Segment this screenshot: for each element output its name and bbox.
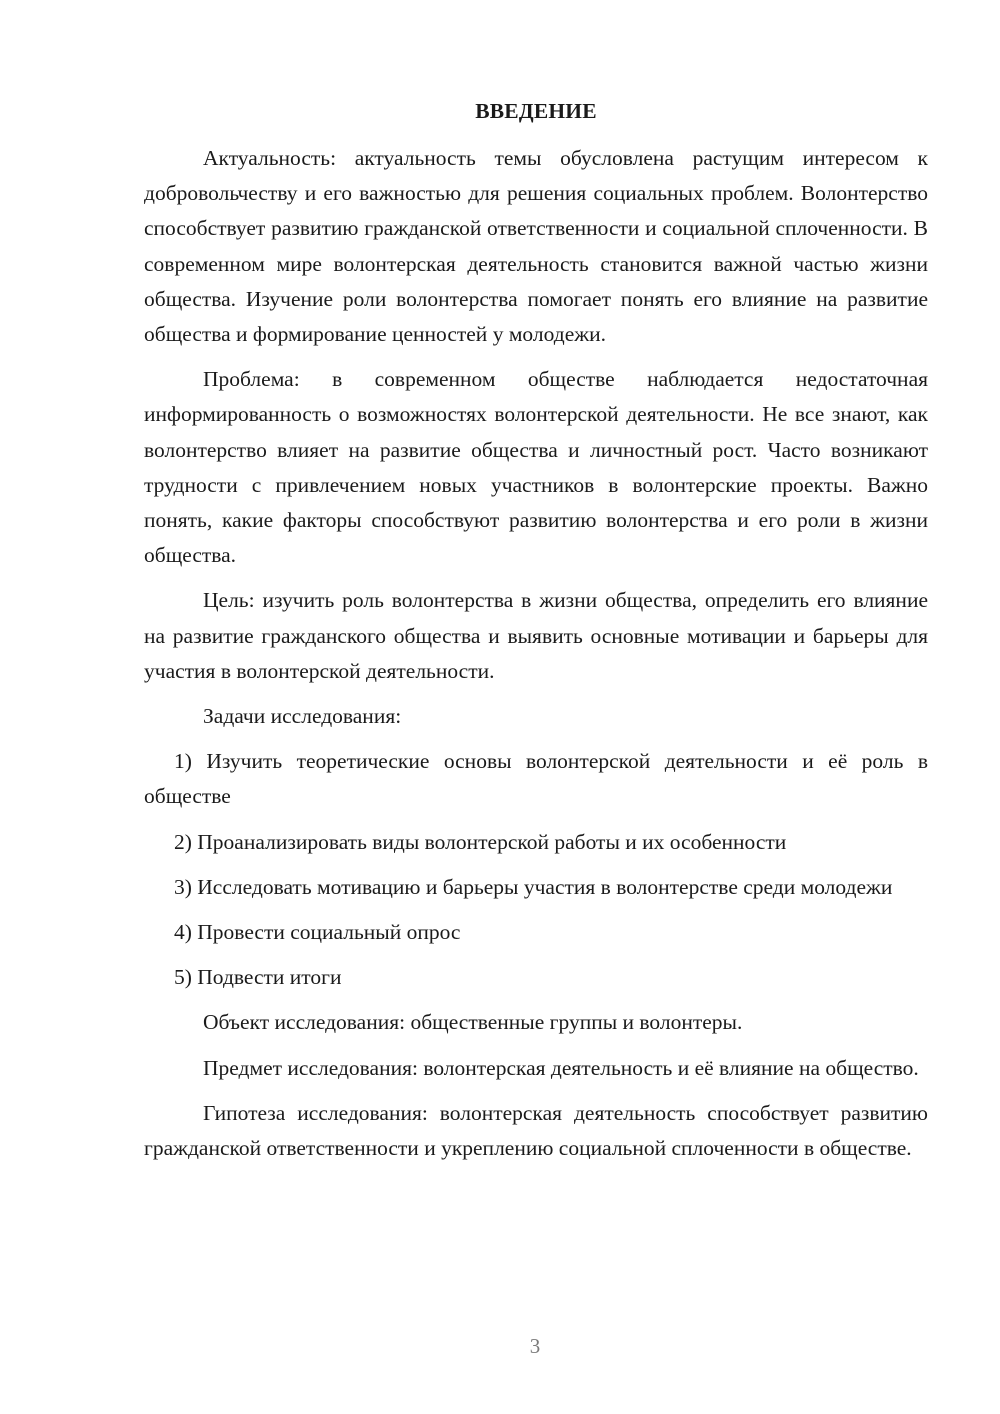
- page-number: 3: [529, 1334, 541, 1358]
- list-item: 5) Подвести итоги: [174, 965, 342, 990]
- paragraph-problem: Проблема: в современном обществе наблюдается недостаточная информированность о возможностях волонтерской деятельности. Не все знают, как волонтерство влияет на развитие общества и личностный рост. Часто возникают трудности с привлечением новых участников в волонтерские проекты. Важно понять, какие факторы способствуют развитию волонтерства и его роли в жизни общества.: [144, 367, 928, 568]
- tasks-list: [144, 744, 928, 995]
- list-item: 3) Исследовать мотивацию и барьеры участия в волонтерстве среди молодежи: [174, 874, 893, 899]
- tasks-heading: Задачи исследования:: [203, 704, 402, 729]
- paragraph-goal: Цель: изучить роль волонтерства в жизни общества, определить его влияние на развитие гражданского общества и выявить основные мотивации и барьеры для участия в волонтерской деятельности.: [144, 588, 928, 683]
- paragraph-hypothesis: Гипотеза исследования: волонтерская деятельность способствует развитию гражданской ответственности и укреплению социальной сплоченности в обществе.: [144, 1100, 928, 1161]
- document-page: [144, 94, 928, 1176]
- list-item: 4) Провести социальный опрос: [174, 920, 461, 945]
- list-item: 2) Проанализировать виды волонтерской работы и их особенности: [174, 829, 787, 854]
- document-title: ВВЕДЕНИЕ: [475, 99, 597, 123]
- paragraph-subject: Предмет исследования: волонтерская деятельность и её влияние на общество.: [203, 1055, 919, 1080]
- paragraph-relevance: Актуальность: актуальность темы обусловлена растущим интересом к добровольчеству и его важностью для решения социальных проблем. Волонтерство способствует развитию гражданской ответственности и социальной сплоченности. В современном мире волонтерская деятельность становится важной частью жизни общества. Изучение роли волонтерства помогает понять его влияние на развитие общества и формирование ценностей у молодежи.: [144, 146, 928, 347]
- list-item: 1) Изучить теоретические основы волонтерской деятельности и её роль в обществе: [144, 749, 928, 809]
- paragraph-object: Объект исследования: общественные группы и волонтеры.: [203, 1010, 743, 1035]
